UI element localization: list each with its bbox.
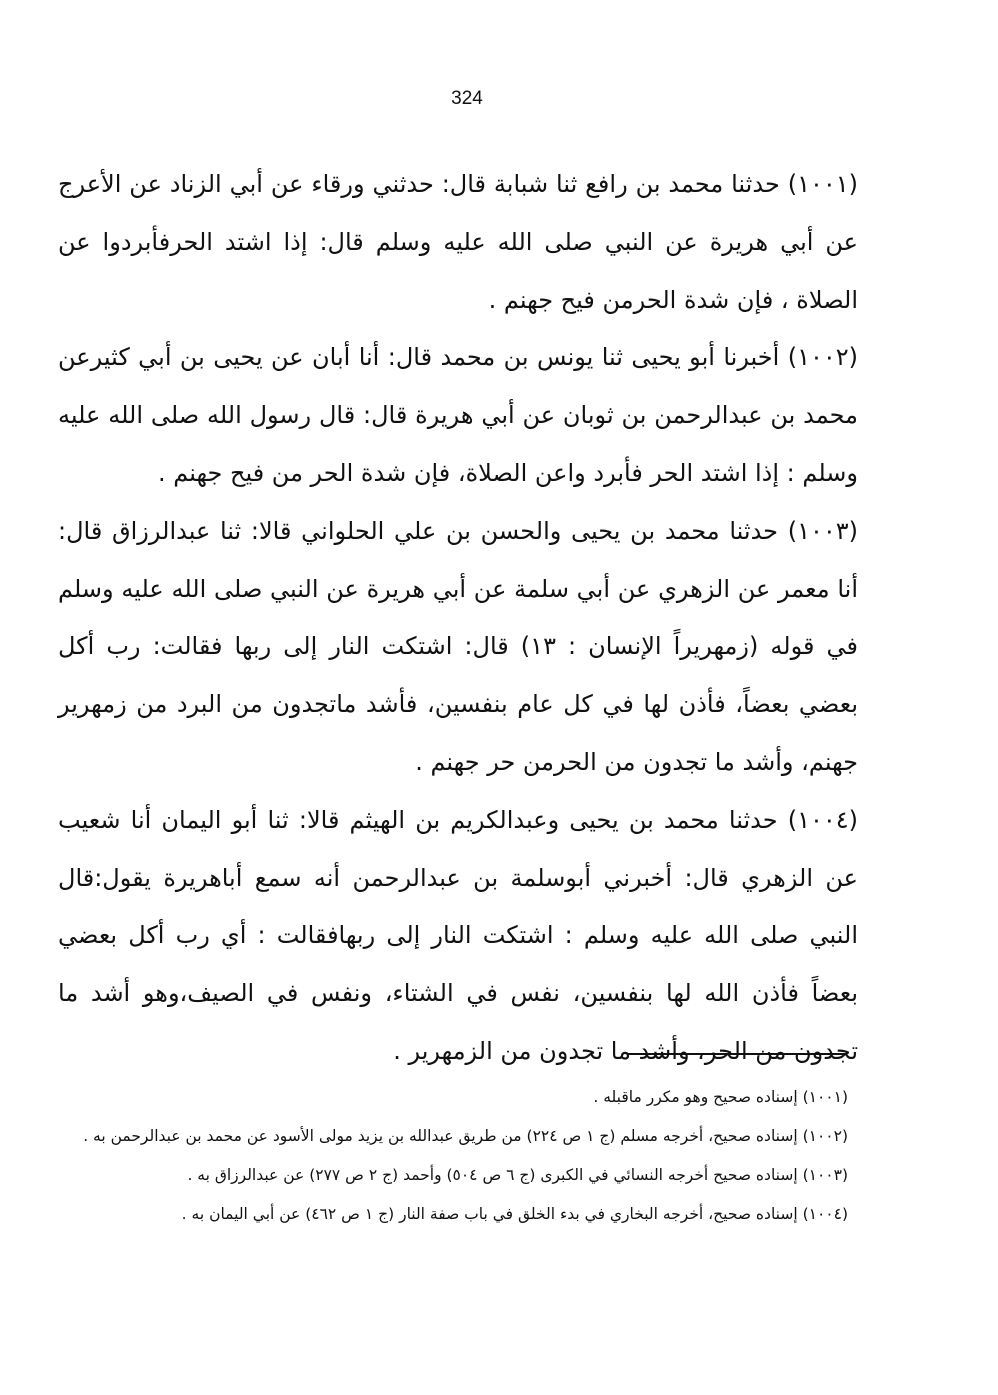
- page-number: 324: [451, 88, 483, 109]
- footnote-1002: (١٠٠٢) إسناده صحيح، أخرجه مسلم (ج ١ ص ٢٢٤) من طريق عبدالله بن يزيد مولى الأسود عن محمد بن عبدالرحمن به .: [83, 1127, 848, 1145]
- main-text: [58, 156, 858, 1081]
- footnote-1001: (١٠٠١) إسناده صحيح وهو مكرر ماقبله .: [593, 1088, 848, 1106]
- footnotes: [58, 1078, 848, 1234]
- hadith-1004: (١٠٠٤) حدثنا محمد بن يحيى وعبدالكريم بن الهيثم قالا: ثنا أبو اليمان أنا شعيب عن الزهري قال: أخبرني أبوسلمة بن عبدالرحمن أنه سمع أباهريرة يقول:قال النبي صلى الله عليه وسلم : اشتكت النار إلى ربهافقالت : أي رب أكل بعضي بعضاً فأذن الله لها بنفسين، نفس في الشتاء، ونفس في الصيف،وهو أشد ما تجدون من الحر، وأشد ما تجدون من الزمهرير .: [58, 805, 858, 1065]
- hadith-1003: (١٠٠٣) حدثنا محمد بن يحيى والحسن بن علي الحلواني قالا: ثنا عبدالرزاق قال: أنا معمر عن الزهري عن أبي سلمة عن أبي هريرة عن النبي صلى الله عليه وسلم في قوله (زمهريراً الإنسان : ١٣) قال: اشتكت النار إلى ربها فقالت: رب أكل بعضي بعضاً، فأذن لها في كل عام بنفسين، فأشد ماتجدون من البرد من زمهرير جهنم، وأشد ما تجدون من الحرمن حر جهنم .: [58, 516, 859, 776]
- footnote-1003: (١٠٠٣) إسناده صحيح أخرجه النسائي في الكبرى (ج ٦ ص ٥٠٤) وأحمد (ج ٢ ص ٢٧٧) عن عبدالرزاق به .: [187, 1166, 848, 1184]
- footnote-1004: (١٠٠٤) إسناده صحيح، أخرجه البخاري في بدء الخلق في باب صفة النار (ج ١ ص ٤٦٢) عن أبي اليمان به .: [181, 1205, 848, 1223]
- hadith-1001: (١٠٠١) حدثنا محمد بن رافع ثنا شبابة قال: حدثني ورقاء عن أبي الزناد عن الأعرج عن أبي هريرة عن النبي صلى الله عليه وسلم قال: إذا اشتد الحرفأبردوا عن الصلاة ، فإن شدة الحرمن فيح جهنم .: [58, 170, 858, 314]
- footnote-separator: [628, 1053, 846, 1055]
- hadith-1002: (١٠٠٢) أخبرنا أبو يحيى ثنا يونس بن محمد قال: أنا أبان عن يحيى بن أبي كثيرعن محمد بن عبدالرحمن بن ثوبان عن أبي هريرة قال: قال رسول الله صلى الله عليه وسلم : إذا اشتد الحر فأبرد واعن الصلاة، فإن شدة الحر من فيح جهنم .: [58, 343, 858, 487]
